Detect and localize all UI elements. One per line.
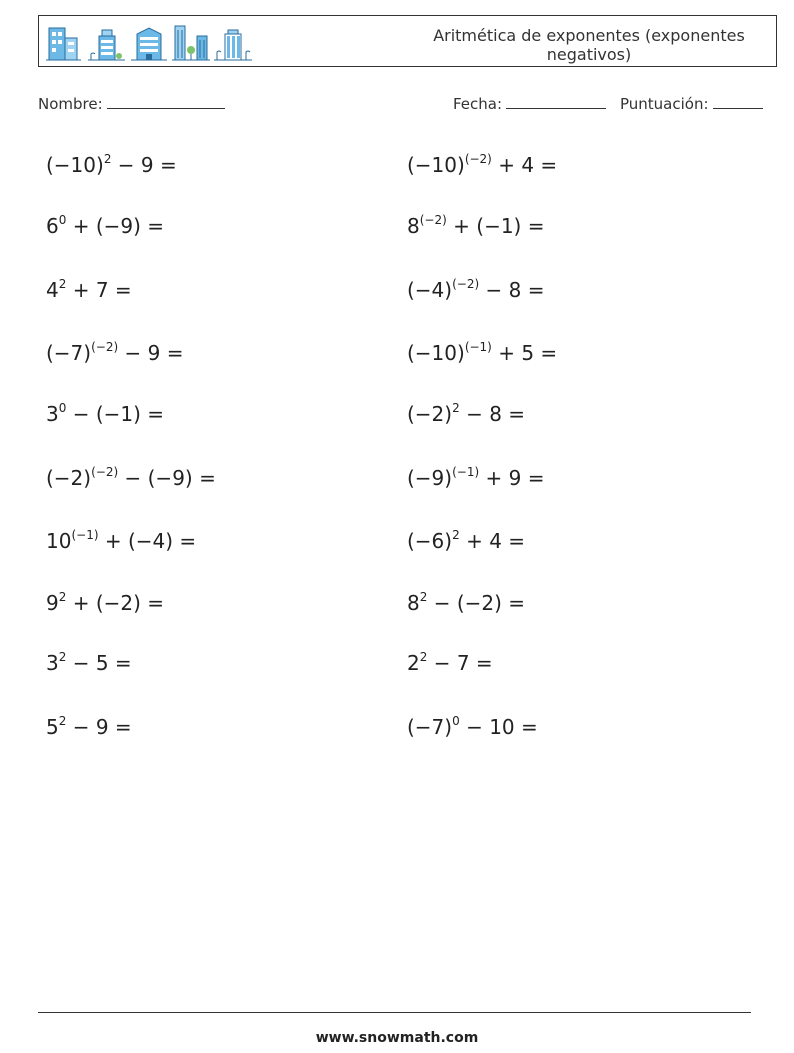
date-blank[interactable] — [506, 94, 606, 109]
date-label: Fecha: — [453, 95, 503, 113]
problem-item: $(-2)^{(-2)} - (-9)$ = — [46, 465, 216, 490]
building-icon — [45, 22, 85, 62]
score-blank[interactable] — [713, 94, 763, 109]
header-icons — [45, 22, 253, 62]
footer-divider — [38, 1012, 751, 1013]
problem-item: $(-10)^2 - 9$ = — [46, 152, 177, 177]
name-blank[interactable] — [107, 94, 225, 109]
problem-item: $(-7)^{(-2)} - 9$ = — [46, 340, 184, 365]
problem-item: $4^2 + 7$ = — [46, 277, 132, 302]
problem-item: $8^{(-2)} + (-1)$ = — [407, 213, 545, 238]
problem-item: $9^2 + (-2)$ = — [46, 590, 165, 615]
date-field — [453, 94, 606, 113]
score-label: Puntuación: — [620, 95, 709, 113]
city-building-icon — [213, 22, 253, 62]
footer-website[interactable]: www.snowmath.com — [315, 1030, 479, 1046]
problem-item: $5^2 - 9$ = — [46, 714, 132, 739]
problem-item: $10^{(-1)} + (-4)$ = — [46, 528, 197, 553]
problem-item: $(-9)^{(-1)} + 9$ = — [407, 465, 545, 490]
building-icon — [129, 22, 169, 62]
skyscraper-icon — [171, 22, 211, 62]
problem-item: $3^0 - (-1)$ = — [46, 401, 165, 426]
problem-item: $(-7)^0 - 10$ = — [407, 714, 538, 739]
score-field — [620, 94, 763, 113]
problem-item: $(-6)^2 + 4$ = — [407, 528, 526, 553]
worksheet-title: Aritmética de exponentes (exponentes negativos) — [433, 26, 745, 64]
problem-item: $(-10)^{(-2)} + 4$ = — [407, 152, 558, 177]
problem-item: $(-2)^2 - 8$ = — [407, 401, 526, 426]
name-label: Nombre: — [38, 95, 103, 113]
header-box — [38, 15, 777, 67]
problem-item: $2^2 - 7$ = — [407, 650, 493, 675]
problem-item: $(-4)^{(-2)} - 8$ = — [407, 277, 545, 302]
problem-item: $8^2 - (-2)$ = — [407, 590, 526, 615]
name-field — [38, 94, 225, 113]
problem-item: $6^0 + (-9)$ = — [46, 213, 165, 238]
problem-item: $3^2 - 5$ = — [46, 650, 132, 675]
office-tower-icon — [87, 22, 127, 62]
problem-item: $(-10)^{(-1)} + 5$ = — [407, 340, 558, 365]
